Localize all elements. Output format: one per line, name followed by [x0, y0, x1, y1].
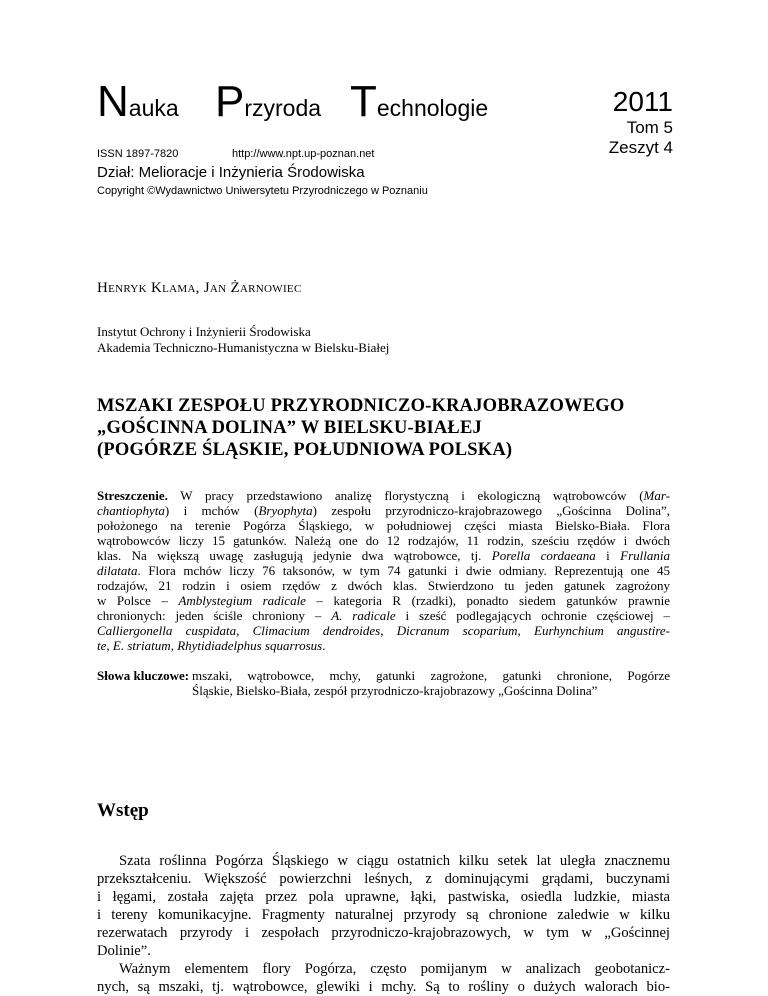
keywords-label: Słowa kluczowe: — [97, 668, 190, 683]
abstract-line: położonego na terenie Pogórza Śląskiego, w południowej części miasta Bielsko-Biała. Flora — [97, 518, 670, 533]
keywords-line: mszaki, wątrobowce, mchy, gatunki zagrożone, gatunki chronione, Pogórze — [192, 668, 670, 683]
journal-title-word-2: Przyroda — [215, 77, 322, 126]
abstract-line: Calliergonella cuspidata, Climacium dendroides, Dicranum scoparium, Eurhynchium angustire- — [97, 623, 671, 638]
journal-title-word-3: Technologie — [350, 77, 489, 126]
body-line: i tereny komunikacyjne. Fragmenty naturalnej przyrody są chronione zaledwie w kilku — [97, 907, 670, 923]
affiliation-line: Instytut Ochrony i Inżynierii Środowiska — [97, 324, 311, 339]
journal-volume: Tom 5 — [626, 118, 673, 137]
body-line: nych, są mszaki, tj. wątrobowce, glewiki i mchy. Są to rośliny o dużych walorach bio- — [97, 979, 670, 995]
body-line: Ważnym elementem flory Pogórza, często pomijanym w analizach geobotanicz- — [119, 961, 670, 977]
article-title-line: „GOŚCINNA DOLINA” W BIELSKU-BIAŁEJ — [97, 418, 482, 438]
abstract-line: w Polsce – Amblystegium radicale – kategoria R (rzadki), ponadto siedem gatunków prawnie — [97, 593, 670, 608]
abstract-line: wątrobowców liczy 15 gatunków. Należą one do 12 rodzajów, 11 rodzin, sześciu rzędów i dwóch — [97, 533, 670, 548]
abstract-line: chantiophyta) i mchów (Bryophyta) zespołu przyrodniczo-krajobrazowego „Gościnna Dolina”, — [97, 503, 670, 518]
journal-section: Dział: Melioracje i Inżynieria Środowiska — [97, 164, 365, 181]
body-line: i łęgami, została zajęta przez pola uprawne, łąki, pastwiska, osiedla ludzkie, miasta — [97, 889, 670, 905]
journal-year: 2011 — [612, 86, 673, 117]
body-line: rezerwatach przyrody i zespołach przyrodniczo-krajobrazowych, w tym w „Gościnnej — [97, 925, 670, 941]
section-heading: Wstęp — [97, 800, 149, 821]
article-title-line: (POGÓRZE ŚLĄSKIE, POŁUDNIOWA POLSKA) — [97, 440, 513, 460]
journal-title-word-1: Nauka — [97, 77, 179, 126]
abstract-line: te, E. striatum, Rhytidiadelphus squarrosus. — [97, 638, 326, 653]
journal-issue: Zeszyt 4 — [608, 138, 673, 157]
article-title-line: MSZAKI ZESPOŁU PRZYRODNICZO-KRAJOBRAZOWEGO — [97, 396, 625, 416]
abstract-line: chronionych: jeden ściśle chroniony – A. radicale i sześć podlegających ochronie częściowej – — [97, 608, 670, 623]
abstract-line: rodzajów, 21 rodzin i osiem rzędów z dwóch klas. Stwierdzono tu jeden gatunek zagrożony — [97, 578, 670, 593]
abstract-line: Streszczenie. W pracy przedstawiono analizę florystyczną i ekologiczną wątrobowców (Mar- — [97, 488, 670, 503]
body-line: Dolinie”. — [97, 943, 151, 959]
body-line: przekształceniu. Większość powierzchni leśnych, z dominującymi grądami, buczynami — [97, 871, 670, 887]
journal-copyright: Copyright ©Wydawnictwo Uniwersytetu Przyrodniczego w Poznaniu — [97, 185, 428, 197]
journal-issn: ISSN 1897-7820 — [97, 148, 179, 160]
affiliation-line: Akademia Techniczno-Humanistyczna w Bielsku-Białej — [97, 340, 390, 355]
abstract-label: Streszczenie. — [97, 488, 168, 503]
abstract-line: dilatata. Flora mchów liczy 76 taksonów, w tym 74 gatunki i dwie odmiany. Reprezentują one 45 — [97, 563, 670, 578]
article-authors: Henryk Klama, Jan Żarnowiec — [97, 280, 302, 296]
keywords-line: Śląskie, Bielsko-Biała, zespół przyrodniczo-krajobrazowy „Gościnna Dolina” — [192, 683, 598, 698]
journal-url[interactable]: http://www.npt.up-poznan.net — [232, 148, 375, 160]
abstract-line: klas. Na większą uwagę zasługują jedynie dwa wątrobowce, tj. Porella cordaeana i Frullania — [97, 548, 670, 563]
body-line: Szata roślinna Pogórza Śląskiego w ciągu ostatnich kilku setek lat uległa znacznemu — [119, 853, 670, 869]
